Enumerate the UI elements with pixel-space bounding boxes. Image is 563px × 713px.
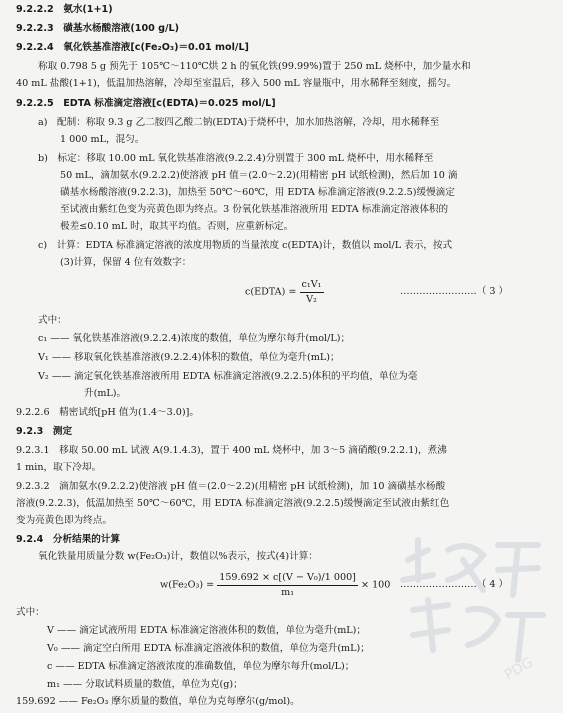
where-label: 式中： (16, 607, 45, 618)
body-line: 变为亮黄色即为终点。 (16, 515, 112, 526)
clause-9-2-2-2: 9.2.2.2 氨水(1+1) (16, 4, 113, 15)
equation-4-multiplier: × 100 (360, 579, 391, 591)
clause-9-2-3: 9.2.3 测定 (16, 426, 73, 437)
clause-9-2-4: 9.2.4 分析结果的计算 (16, 534, 121, 545)
list-item-c: c) 计算：EDTA 标准滴定溶液的浓度用物质的当量浓度 c(EDTA)计，数值以 mol/L 表示，按式 (38, 240, 453, 251)
watermark-text: PDG (502, 654, 537, 684)
clause-9-2-2-5: 9.2.2.5 EDTA 标准滴定溶液[c(EDTA)＝0.025 mol/L] (16, 98, 276, 109)
body-line: 至试液由紫红色变为亮黄色即为终点。3 份氧化铁基准溶液所用 EDTA 标准滴定溶液体积的 (60, 204, 449, 215)
body-line: 40 mL 盐酸(1+1)，低温加热溶解，冷却至室温后，移入 500 mL 容量瓶中，用水稀释至刻度，摇匀。 (16, 78, 457, 89)
variable-definition: V₁ —— 移取氧化铁基准溶液(9.2.2.4)体积的数值，单位为毫升(mL)； (38, 352, 340, 363)
body-line: 50 mL，滴加氨水(9.2.2.2)使溶液 pH 值＝(2.0～2.2)(用精密 pH 试纸检测)，然后加 10 滴 (60, 170, 458, 181)
equation-3-tag: ……………………（ 3 ） (400, 286, 509, 297)
watermark-stamp (388, 520, 558, 690)
body-line: 极差≤0.10 mL 时，取其平均值。否则，应重新标定。 (60, 221, 294, 232)
variable-definition: c₁ —— 氧化铁基准溶液(9.2.2.4)浓度的数值，单位为摩尔每升(mol/L)； (38, 333, 351, 344)
body-line: 氧化铁量用质量分数 w(Fe₂O₃)计，数值以%表示，按式(4)计算： (38, 551, 318, 562)
clause-9-2-3-1: 9.2.3.1 移取 50.00 mL 试液 A(9.1.4.3)，置于 400 mL 烧杯中，加 3～5 滴硝酸(9.2.2.1)，煮沸 (16, 445, 447, 456)
variable-definition: m₁ —— 分取试料质量的数值，单位为克(g)； (47, 679, 243, 690)
equation-3-numerator: c₁V₁ (300, 278, 324, 293)
body-line: 1 000 mL，混匀。 (60, 134, 145, 145)
equation-4-tag: ……………………（ 4 ） (400, 579, 509, 590)
clause-9-2-2-3: 9.2.2.3 磺基水杨酸溶液(100 g/L) (16, 23, 180, 34)
variable-definition: V —— 滴定试液所用 EDTA 标准滴定溶液体积的数值，单位为毫升(mL)； (47, 625, 367, 636)
clause-9-2-3-2: 9.2.3.2 滴加氨水(9.2.2.2)使溶液 pH 值＝(2.0～2.2)(用精密 pH 试纸检测)，加 10 滴磺基水杨酸 (16, 481, 446, 492)
equation-3-lhs: c(EDTA) = (245, 286, 297, 298)
equation-3-denominator: V₂ (306, 294, 317, 305)
body-line: 升(mL)。 (84, 388, 127, 399)
equation-3-fraction (300, 278, 324, 307)
clause-9-2-2-4: 9.2.2.4 氧化铁基准溶液[c(Fe₂O₃)＝0.01 mol/L] (16, 42, 249, 53)
list-item-a: a) 配制：称取 9.3 g 乙二胺四乙酸二钠(EDTA)于烧杯中，加水加热溶解，冷却，用水稀释至 (38, 117, 440, 128)
variable-definition: V₀ —— 滴定空白所用 EDTA 标准滴定溶液体积的数值，单位为毫升(mL)； (47, 643, 370, 654)
body-line: 磺基水杨酸溶液(9.2.2.3)，加热至 50℃～60℃，用 EDTA 标准滴定溶液(9.2.2.5)缓慢滴定 (60, 187, 455, 198)
equation-4 (160, 571, 390, 600)
variable-definition: 159.692 —— Fe₂O₃ 摩尔质量的数值，单位为克每摩尔(g/mol)。 (16, 696, 300, 707)
variable-definition: V₂ —— 滴定氧化铁基准溶液所用 EDTA 标准滴定溶液(9.2.2.5)体积的平均值，单位为毫 (38, 371, 418, 382)
body-line: 溶液(9.2.2.3)，低温加热至 50℃～60℃，用 EDTA 标准滴定溶液(9.2.2.5)缓慢滴定至试液由紫红色 (16, 498, 450, 509)
variable-definition: c —— EDTA 标准滴定溶液浓度的准确数值，单位为摩尔每升(mol/L)； (47, 661, 355, 672)
body-line: 1 min，取下冷却。 (16, 462, 102, 473)
clause-9-2-2-6: 9.2.2.6 精密试纸[pH 值为(1.4～3.0)]。 (16, 407, 199, 418)
list-item-b: b) 标定：移取 10.00 mL 氧化铁基准溶液(9.2.2.4)分别置于 300 mL 烧杯中，用水稀释至 (38, 153, 434, 164)
body-line: (3)计算，保留 4 位有效数字： (60, 257, 192, 268)
equation-4-denominator: m₁ (281, 587, 295, 598)
equation-4-fraction (217, 571, 358, 600)
equation-4-numerator: 159.692 × c[(V − V₀)/1 000] (217, 571, 358, 586)
body-line: 称取 0.798 5 g 预先于 105℃～110℃烘 2 h 的氧化铁(99.99%)置于 250 mL 烧杯中，加少量水和 (38, 61, 471, 72)
equation-4-lhs: w(Fe₂O₃) = (160, 579, 215, 591)
where-label: 式中： (38, 315, 67, 326)
equation-3 (245, 278, 324, 307)
